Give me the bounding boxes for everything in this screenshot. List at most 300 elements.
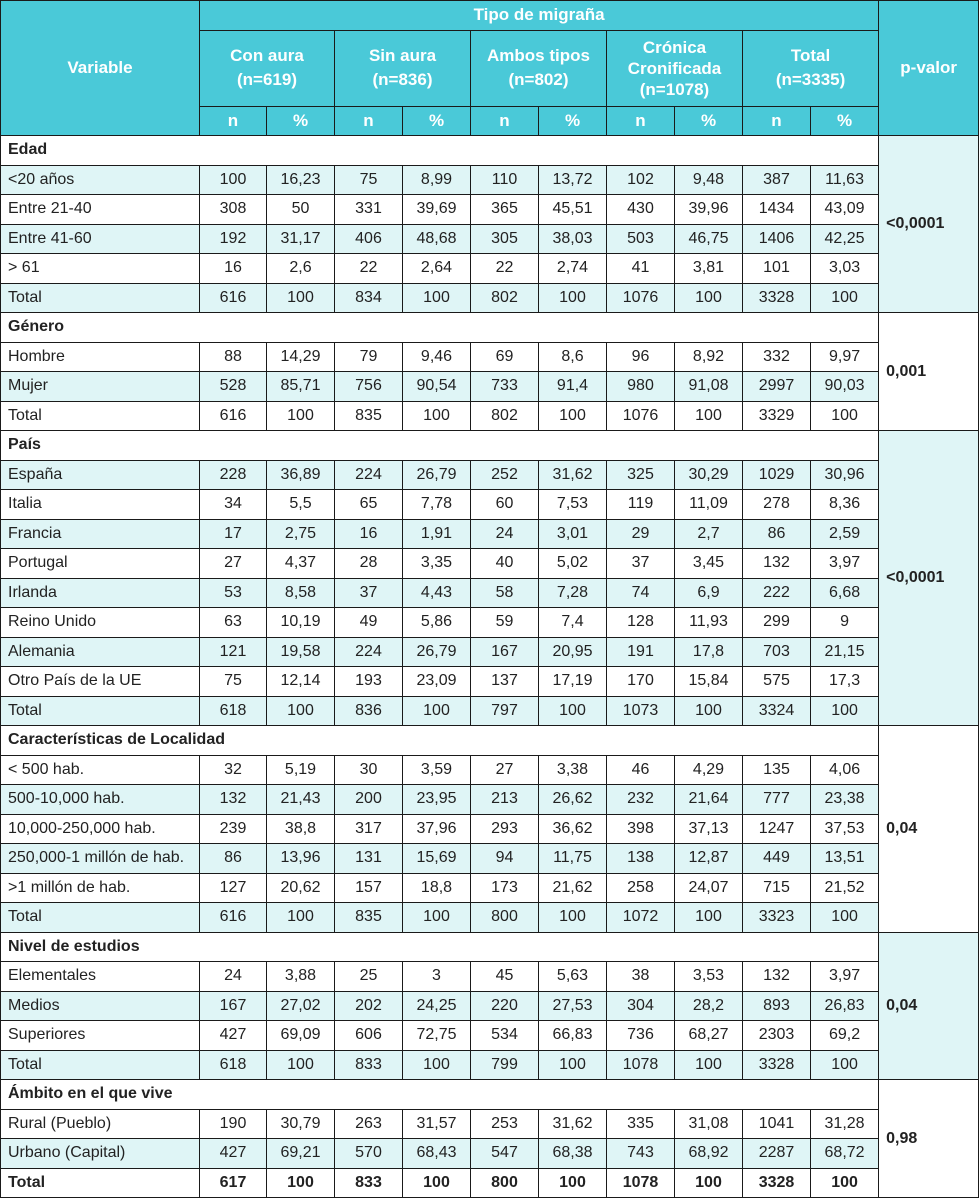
cell-n: 135 xyxy=(743,755,811,785)
cell-percent: 100 xyxy=(811,401,879,431)
header-percent: % xyxy=(811,106,879,136)
table-body xyxy=(1,136,979,1198)
table-row xyxy=(1,165,979,195)
cell-percent: 43,09 xyxy=(811,195,879,225)
cell-n: 27 xyxy=(200,549,267,579)
cell-n: 835 xyxy=(335,401,403,431)
cell-percent: 6,68 xyxy=(811,578,879,608)
row-label: 10,000-250,000 hab. xyxy=(1,814,200,844)
cell-n: 16 xyxy=(200,254,267,284)
cell-percent: 17,19 xyxy=(539,667,607,697)
cell-n: 1076 xyxy=(607,401,675,431)
cell-n: 304 xyxy=(607,991,675,1021)
cell-percent: 12,14 xyxy=(267,667,335,697)
cell-n: 102 xyxy=(607,165,675,195)
cell-n: 239 xyxy=(200,814,267,844)
cell-percent: 11,75 xyxy=(539,844,607,874)
section-header-row xyxy=(1,726,979,756)
row-label: Italia xyxy=(1,490,200,520)
p-value: 0,04 xyxy=(879,726,979,933)
cell-n: 715 xyxy=(743,873,811,903)
cell-n: 1072 xyxy=(607,903,675,933)
cell-percent: 11,09 xyxy=(675,490,743,520)
cell-percent: 100 xyxy=(675,401,743,431)
header-percent: % xyxy=(267,106,335,136)
row-label: Total xyxy=(1,283,200,313)
cell-n: 332 xyxy=(743,342,811,372)
cell-percent: 5,63 xyxy=(539,962,607,992)
cell-n: 2287 xyxy=(743,1139,811,1169)
table-row xyxy=(1,1050,979,1080)
cell-percent: 31,08 xyxy=(675,1109,743,1139)
cell-percent: 38,03 xyxy=(539,224,607,254)
cell-n: 138 xyxy=(607,844,675,874)
cell-n: 263 xyxy=(335,1109,403,1139)
row-label: Medios xyxy=(1,991,200,1021)
cell-n: 893 xyxy=(743,991,811,1021)
cell-percent: 23,38 xyxy=(811,785,879,815)
row-label: Total xyxy=(1,696,200,726)
cell-n: 427 xyxy=(200,1139,267,1169)
header-n: n xyxy=(743,106,811,136)
header-variable: Variable xyxy=(1,1,200,136)
cell-percent: 5,02 xyxy=(539,549,607,579)
cell-n: 121 xyxy=(200,637,267,667)
cell-n: 800 xyxy=(471,903,539,933)
header-percent: % xyxy=(403,106,471,136)
cell-n: 17 xyxy=(200,519,267,549)
section-title: Edad xyxy=(1,136,879,166)
cell-percent: 30,79 xyxy=(267,1109,335,1139)
row-label: Total xyxy=(1,903,200,933)
cell-percent: 13,96 xyxy=(267,844,335,874)
cell-percent: 4,06 xyxy=(811,755,879,785)
cell-percent: 18,8 xyxy=(403,873,471,903)
cell-n: 63 xyxy=(200,608,267,638)
cell-n: 835 xyxy=(335,903,403,933)
cell-percent: 3 xyxy=(403,962,471,992)
cell-percent: 26,83 xyxy=(811,991,879,1021)
cell-percent: 37,13 xyxy=(675,814,743,844)
cell-percent: 13,72 xyxy=(539,165,607,195)
cell-n: 406 xyxy=(335,224,403,254)
cell-n: 232 xyxy=(607,785,675,815)
row-label: < 500 hab. xyxy=(1,755,200,785)
cell-percent: 11,63 xyxy=(811,165,879,195)
cell-n: 41 xyxy=(607,254,675,284)
table-row xyxy=(1,637,979,667)
section-header-row xyxy=(1,313,979,343)
table-row xyxy=(1,991,979,1021)
cell-n: 200 xyxy=(335,785,403,815)
cell-n: 308 xyxy=(200,195,267,225)
cell-n: 616 xyxy=(200,903,267,933)
cell-n: 29 xyxy=(607,519,675,549)
cell-percent: 31,62 xyxy=(539,460,607,490)
cell-n: 32 xyxy=(200,755,267,785)
cell-percent: 39,69 xyxy=(403,195,471,225)
cell-percent: 100 xyxy=(539,696,607,726)
cell-n: 137 xyxy=(471,667,539,697)
row-label: 250,000-1 millón de hab. xyxy=(1,844,200,874)
cell-percent: 69,21 xyxy=(267,1139,335,1169)
cell-n: 3323 xyxy=(743,903,811,933)
cell-percent: 5,5 xyxy=(267,490,335,520)
cell-percent: 8,92 xyxy=(675,342,743,372)
cell-percent: 50 xyxy=(267,195,335,225)
cell-percent: 27,53 xyxy=(539,991,607,1021)
cell-n: 30 xyxy=(335,755,403,785)
cell-percent: 100 xyxy=(811,903,879,933)
cell-percent: 68,43 xyxy=(403,1139,471,1169)
cell-n: 618 xyxy=(200,1050,267,1080)
table-row xyxy=(1,962,979,992)
table-row xyxy=(1,549,979,579)
cell-n: 1434 xyxy=(743,195,811,225)
cell-n: 2997 xyxy=(743,372,811,402)
cell-n: 132 xyxy=(200,785,267,815)
cell-n: 777 xyxy=(743,785,811,815)
cell-percent: 21,64 xyxy=(675,785,743,815)
cell-percent: 45,51 xyxy=(539,195,607,225)
table-row xyxy=(1,1139,979,1169)
cell-n: 800 xyxy=(471,1168,539,1198)
cell-n: 190 xyxy=(200,1109,267,1139)
section-title: Características de Localidad xyxy=(1,726,879,756)
cell-n: 127 xyxy=(200,873,267,903)
cell-n: 60 xyxy=(471,490,539,520)
cell-n: 253 xyxy=(471,1109,539,1139)
cell-percent: 3,01 xyxy=(539,519,607,549)
cell-percent: 14,29 xyxy=(267,342,335,372)
section-title: Ámbito en el que vive xyxy=(1,1080,879,1110)
cell-n: 1073 xyxy=(607,696,675,726)
cell-n: 836 xyxy=(335,696,403,726)
row-label: Portugal xyxy=(1,549,200,579)
cell-percent: 5,19 xyxy=(267,755,335,785)
cell-n: 75 xyxy=(200,667,267,697)
header-n: n xyxy=(607,106,675,136)
cell-percent: 24,25 xyxy=(403,991,471,1021)
cell-percent: 27,02 xyxy=(267,991,335,1021)
cell-n: 736 xyxy=(607,1021,675,1051)
row-label: <20 años xyxy=(1,165,200,195)
cell-n: 131 xyxy=(335,844,403,874)
cell-n: 365 xyxy=(471,195,539,225)
cell-n: 833 xyxy=(335,1050,403,1080)
cell-percent: 72,75 xyxy=(403,1021,471,1051)
cell-n: 317 xyxy=(335,814,403,844)
cell-percent: 100 xyxy=(267,401,335,431)
cell-percent: 100 xyxy=(539,1050,607,1080)
cell-percent: 66,83 xyxy=(539,1021,607,1051)
table-row xyxy=(1,696,979,726)
cell-percent: 100 xyxy=(403,696,471,726)
cell-percent: 30,96 xyxy=(811,460,879,490)
cell-percent: 8,6 xyxy=(539,342,607,372)
cell-n: 258 xyxy=(607,873,675,903)
row-label: Alemania xyxy=(1,637,200,667)
cell-percent: 69,09 xyxy=(267,1021,335,1051)
cell-n: 16 xyxy=(335,519,403,549)
cell-n: 252 xyxy=(471,460,539,490)
cell-n: 86 xyxy=(743,519,811,549)
cell-n: 834 xyxy=(335,283,403,313)
cell-percent: 15,69 xyxy=(403,844,471,874)
row-label: 500-10,000 hab. xyxy=(1,785,200,815)
cell-percent: 6,9 xyxy=(675,578,743,608)
cell-percent: 3,59 xyxy=(403,755,471,785)
cell-percent: 26,62 xyxy=(539,785,607,815)
cell-percent: 17,3 xyxy=(811,667,879,697)
cell-n: 733 xyxy=(471,372,539,402)
cell-percent: 23,09 xyxy=(403,667,471,697)
cell-percent: 19,58 xyxy=(267,637,335,667)
header-n: n xyxy=(335,106,403,136)
cell-percent: 4,43 xyxy=(403,578,471,608)
cell-n: 79 xyxy=(335,342,403,372)
row-label: >1 millón de hab. xyxy=(1,873,200,903)
cell-n: 58 xyxy=(471,578,539,608)
cell-percent: 3,45 xyxy=(675,549,743,579)
cell-percent: 7,28 xyxy=(539,578,607,608)
table-row xyxy=(1,755,979,785)
cell-n: 96 xyxy=(607,342,675,372)
cell-n: 398 xyxy=(607,814,675,844)
row-label: Entre 41-60 xyxy=(1,224,200,254)
cell-percent: 3,97 xyxy=(811,549,879,579)
cell-percent: 20,62 xyxy=(267,873,335,903)
cell-n: 132 xyxy=(743,962,811,992)
section-header-row xyxy=(1,431,979,461)
header-p-valor: p-valor xyxy=(879,1,979,136)
table-row xyxy=(1,1168,979,1198)
table-row xyxy=(1,401,979,431)
row-label: Superiores xyxy=(1,1021,200,1051)
cell-n: 220 xyxy=(471,991,539,1021)
row-label: España xyxy=(1,460,200,490)
cell-percent: 24,07 xyxy=(675,873,743,903)
cell-n: 325 xyxy=(607,460,675,490)
cell-percent: 11,93 xyxy=(675,608,743,638)
p-value: <0,0001 xyxy=(879,431,979,726)
cell-percent: 100 xyxy=(267,1168,335,1198)
cell-n: 74 xyxy=(607,578,675,608)
cell-percent: 100 xyxy=(539,401,607,431)
cell-n: 1078 xyxy=(607,1050,675,1080)
cell-percent: 2,64 xyxy=(403,254,471,284)
cell-percent: 9 xyxy=(811,608,879,638)
cell-n: 606 xyxy=(335,1021,403,1051)
cell-n: 173 xyxy=(471,873,539,903)
cell-n: 3324 xyxy=(743,696,811,726)
cell-percent: 3,03 xyxy=(811,254,879,284)
table-row xyxy=(1,519,979,549)
cell-percent: 90,54 xyxy=(403,372,471,402)
cell-n: 25 xyxy=(335,962,403,992)
section-header-row xyxy=(1,136,979,166)
cell-percent: 37,53 xyxy=(811,814,879,844)
table-row xyxy=(1,490,979,520)
cell-n: 228 xyxy=(200,460,267,490)
cell-percent: 20,95 xyxy=(539,637,607,667)
cell-percent: 90,03 xyxy=(811,372,879,402)
cell-percent: 3,81 xyxy=(675,254,743,284)
cell-percent: 100 xyxy=(403,401,471,431)
header-tipo-migrana: Tipo de migraña xyxy=(200,1,879,31)
row-label: Total xyxy=(1,401,200,431)
cell-n: 570 xyxy=(335,1139,403,1169)
cell-percent: 30,29 xyxy=(675,460,743,490)
cell-n: 2303 xyxy=(743,1021,811,1051)
cell-percent: 5,86 xyxy=(403,608,471,638)
cell-percent: 23,95 xyxy=(403,785,471,815)
cell-n: 616 xyxy=(200,283,267,313)
cell-n: 37 xyxy=(335,578,403,608)
row-label: Urbano (Capital) xyxy=(1,1139,200,1169)
cell-percent: 4,29 xyxy=(675,755,743,785)
cell-n: 101 xyxy=(743,254,811,284)
cell-percent: 100 xyxy=(675,1050,743,1080)
cell-percent: 100 xyxy=(675,283,743,313)
header-group-con-aura: Con aura (n=619) xyxy=(200,30,335,106)
cell-n: 224 xyxy=(335,460,403,490)
cell-n: 802 xyxy=(471,283,539,313)
cell-percent: 100 xyxy=(811,696,879,726)
table-row xyxy=(1,785,979,815)
table-row xyxy=(1,195,979,225)
cell-percent: 36,62 xyxy=(539,814,607,844)
cell-percent: 100 xyxy=(811,283,879,313)
cell-n: 387 xyxy=(743,165,811,195)
p-value: 0,04 xyxy=(879,932,979,1080)
cell-n: 278 xyxy=(743,490,811,520)
cell-n: 49 xyxy=(335,608,403,638)
cell-n: 27 xyxy=(471,755,539,785)
cell-percent: 100 xyxy=(403,283,471,313)
cell-n: 170 xyxy=(607,667,675,697)
cell-n: 28 xyxy=(335,549,403,579)
cell-percent: 38,8 xyxy=(267,814,335,844)
cell-percent: 21,62 xyxy=(539,873,607,903)
cell-n: 34 xyxy=(200,490,267,520)
cell-percent: 28,2 xyxy=(675,991,743,1021)
cell-percent: 3,38 xyxy=(539,755,607,785)
table-row xyxy=(1,667,979,697)
cell-percent: 46,75 xyxy=(675,224,743,254)
cell-percent: 100 xyxy=(267,283,335,313)
table-row xyxy=(1,578,979,608)
cell-percent: 13,51 xyxy=(811,844,879,874)
row-label: Otro País de la UE xyxy=(1,667,200,697)
cell-percent: 100 xyxy=(539,903,607,933)
header-group-cronica: Crónica Cronificada (n=1078) xyxy=(607,30,743,106)
cell-percent: 26,79 xyxy=(403,637,471,667)
header-group-sin-aura: Sin aura (n=836) xyxy=(335,30,471,106)
cell-n: 1406 xyxy=(743,224,811,254)
cell-percent: 100 xyxy=(267,903,335,933)
cell-n: 40 xyxy=(471,549,539,579)
cell-n: 3328 xyxy=(743,283,811,313)
cell-n: 575 xyxy=(743,667,811,697)
cell-n: 1247 xyxy=(743,814,811,844)
cell-percent: 16,23 xyxy=(267,165,335,195)
cell-percent: 3,88 xyxy=(267,962,335,992)
cell-percent: 31,57 xyxy=(403,1109,471,1139)
cell-percent: 69,2 xyxy=(811,1021,879,1051)
cell-n: 743 xyxy=(607,1139,675,1169)
cell-n: 193 xyxy=(335,667,403,697)
header-percent: % xyxy=(539,106,607,136)
cell-n: 22 xyxy=(471,254,539,284)
cell-percent: 37,96 xyxy=(403,814,471,844)
cell-percent: 2,59 xyxy=(811,519,879,549)
cell-percent: 2,75 xyxy=(267,519,335,549)
header-n: n xyxy=(471,106,539,136)
cell-n: 528 xyxy=(200,372,267,402)
cell-n: 224 xyxy=(335,637,403,667)
cell-percent: 12,87 xyxy=(675,844,743,874)
row-label: Elementales xyxy=(1,962,200,992)
cell-n: 53 xyxy=(200,578,267,608)
cell-percent: 100 xyxy=(811,1050,879,1080)
cell-n: 547 xyxy=(471,1139,539,1169)
cell-n: 305 xyxy=(471,224,539,254)
table-row xyxy=(1,254,979,284)
row-label: Total xyxy=(1,1168,200,1198)
row-label: Mujer xyxy=(1,372,200,402)
row-label: Total xyxy=(1,1050,200,1080)
cell-percent: 21,52 xyxy=(811,873,879,903)
cell-percent: 100 xyxy=(811,1168,879,1198)
cell-n: 1041 xyxy=(743,1109,811,1139)
row-label: Francia xyxy=(1,519,200,549)
table-row xyxy=(1,283,979,313)
cell-n: 132 xyxy=(743,549,811,579)
cell-percent: 3,35 xyxy=(403,549,471,579)
p-value: 0,001 xyxy=(879,313,979,431)
cell-percent: 10,19 xyxy=(267,608,335,638)
cell-n: 86 xyxy=(200,844,267,874)
cell-percent: 100 xyxy=(267,1050,335,1080)
cell-percent: 21,15 xyxy=(811,637,879,667)
cell-n: 88 xyxy=(200,342,267,372)
cell-percent: 9,97 xyxy=(811,342,879,372)
cell-n: 980 xyxy=(607,372,675,402)
cell-n: 616 xyxy=(200,401,267,431)
cell-percent: 9,46 xyxy=(403,342,471,372)
section-title: Nivel de estudios xyxy=(1,932,879,962)
table-row xyxy=(1,460,979,490)
cell-n: 100 xyxy=(200,165,267,195)
cell-n: 24 xyxy=(471,519,539,549)
cell-percent: 8,36 xyxy=(811,490,879,520)
table-header xyxy=(1,1,979,136)
cell-n: 299 xyxy=(743,608,811,638)
cell-n: 38 xyxy=(607,962,675,992)
cell-n: 94 xyxy=(471,844,539,874)
cell-n: 756 xyxy=(335,372,403,402)
cell-percent: 26,79 xyxy=(403,460,471,490)
cell-n: 1078 xyxy=(607,1168,675,1198)
table-row xyxy=(1,224,979,254)
cell-percent: 91,4 xyxy=(539,372,607,402)
cell-n: 167 xyxy=(200,991,267,1021)
cell-percent: 100 xyxy=(675,1168,743,1198)
cell-n: 430 xyxy=(607,195,675,225)
section-title: Género xyxy=(1,313,879,343)
cell-n: 833 xyxy=(335,1168,403,1198)
